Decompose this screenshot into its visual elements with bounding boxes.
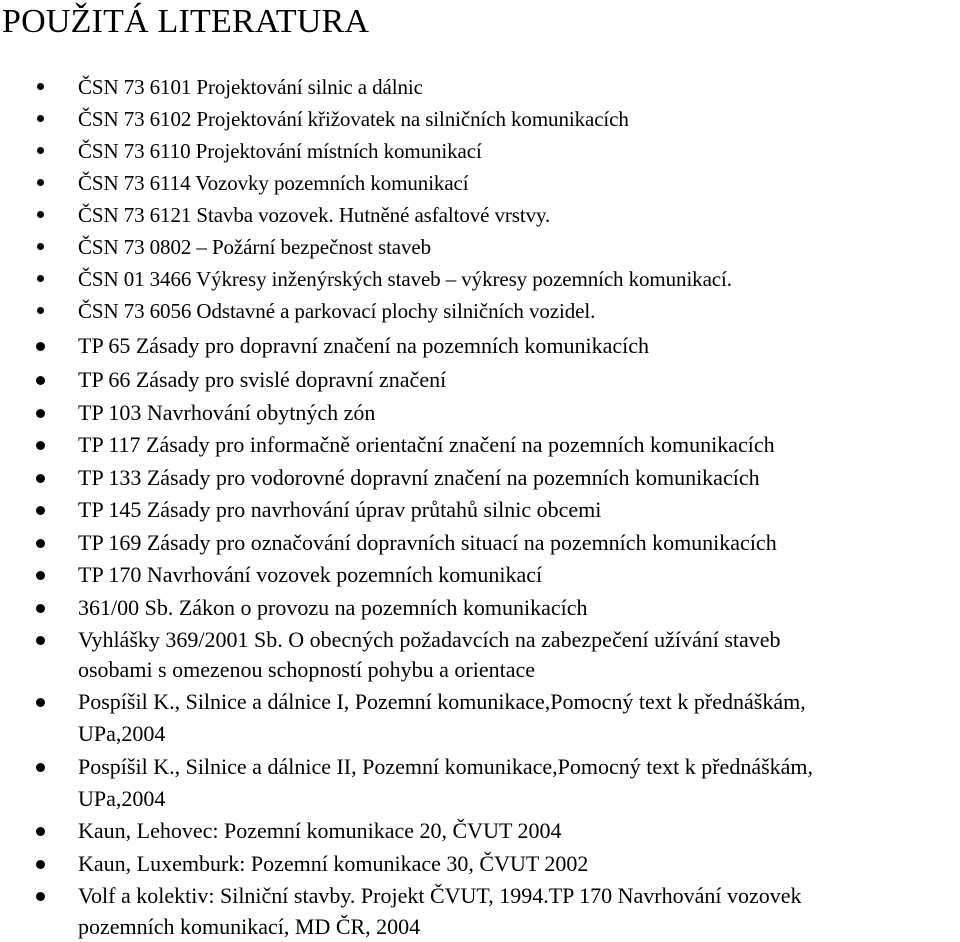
bullet-icon bbox=[36, 827, 45, 836]
bullet-icon bbox=[36, 763, 45, 772]
reference-text: TP 170 Navrhování vozovek pozemních komunikací bbox=[78, 562, 543, 587]
bullet-icon bbox=[36, 860, 45, 869]
reference-text-continuation: osobami s omezenou schopností pohybu a orientace bbox=[78, 657, 536, 682]
page-title: POUŽITÁ LITERATURA bbox=[2, 3, 370, 40]
bullet-icon bbox=[36, 474, 45, 483]
reference-text: ČSN 01 3466 Výkresy inženýrských staveb – výkresy pozemních komunikací. bbox=[78, 267, 732, 291]
bullet-icon bbox=[36, 636, 45, 645]
bullet-icon bbox=[37, 179, 44, 186]
reference-text: Kaun, Lehovec: Pozemní komunikace 20, ČVUT 2004 bbox=[78, 818, 562, 843]
reference-text: ČSN 73 6110 Projektování místních komunikací bbox=[78, 139, 482, 163]
bullet-icon bbox=[37, 275, 44, 282]
bullet-icon bbox=[37, 147, 44, 154]
bullet-icon bbox=[36, 571, 45, 580]
reference-text: TP 66 Zásady pro svislé dopravní značení bbox=[78, 367, 447, 392]
bullet-icon bbox=[36, 698, 45, 707]
bullet-icon bbox=[36, 539, 45, 548]
bullet-icon bbox=[36, 604, 45, 613]
reference-text: Kaun, Luxemburk: Pozemní komunikace 30, ČVUT 2002 bbox=[78, 851, 589, 876]
reference-text: TP 169 Zásady pro označování dopravních situací na pozemních komunikacích bbox=[78, 530, 777, 555]
reference-text-continuation: UPa,2004 bbox=[78, 721, 166, 746]
reference-text-continuation: pozemních komunikací, MD ČR, 2004 bbox=[78, 914, 421, 939]
reference-text: ČSN 73 6121 Stavba vozovek. Hutněné asfaltové vrstvy. bbox=[78, 203, 551, 227]
bullet-icon bbox=[36, 376, 45, 385]
reference-text: Vyhlášky 369/2001 Sb. O obecných požadavcích na zabezpečení užívání staveb bbox=[78, 627, 781, 652]
bullet-icon bbox=[37, 83, 44, 90]
bullet-icon bbox=[36, 506, 45, 515]
reference-text: TP 103 Navrhování obytných zón bbox=[78, 400, 376, 425]
bullet-icon bbox=[37, 307, 44, 314]
reference-text: ČSN 73 6102 Projektování křižovatek na silničních komunikacích bbox=[78, 107, 629, 131]
reference-text: ČSN 73 0802 – Požární bezpečnost staveb bbox=[78, 235, 432, 259]
reference-text-continuation: UPa,2004 bbox=[78, 786, 166, 811]
bullet-icon bbox=[37, 211, 44, 218]
bullet-icon bbox=[36, 342, 45, 351]
reference-text: TP 117 Zásady pro informačně orientační značení na pozemních komunikacích bbox=[78, 432, 775, 457]
reference-text: ČSN 73 6101 Projektování silnic a dálnic bbox=[78, 75, 423, 99]
bullet-icon bbox=[37, 115, 44, 122]
bullet-icon bbox=[36, 409, 45, 418]
reference-text: TP 65 Zásady pro dopravní značení na pozemních komunikacích bbox=[78, 333, 650, 358]
reference-text: Pospíšil K., Silnice a dálnice II, Pozemní komunikace,Pomocný text k přednáškám, bbox=[78, 754, 814, 779]
reference-text: Volf a kolektiv: Silniční stavby. Projekt ČVUT, 1994.TP 170 Navrhování vozovek bbox=[78, 883, 802, 908]
bullet-icon bbox=[36, 441, 45, 450]
reference-text: TP 145 Zásady pro navrhování úprav průtahů silnic obcemi bbox=[78, 497, 602, 522]
bullet-icon bbox=[37, 243, 44, 250]
bullet-icon bbox=[36, 892, 45, 901]
reference-text: Pospíšil K., Silnice a dálnice I, Pozemní komunikace,Pomocný text k přednáškám, bbox=[78, 689, 806, 714]
reference-text: ČSN 73 6114 Vozovky pozemních komunikací bbox=[78, 171, 469, 195]
reference-text: ČSN 73 6056 Odstavné a parkovací plochy silničních vozidel. bbox=[78, 299, 596, 323]
reference-text: 361/00 Sb. Zákon o provozu na pozemních komunikacích bbox=[78, 595, 588, 620]
reference-text: TP 133 Zásady pro vodorovné dopravní značení na pozemních komunikacích bbox=[78, 465, 760, 490]
